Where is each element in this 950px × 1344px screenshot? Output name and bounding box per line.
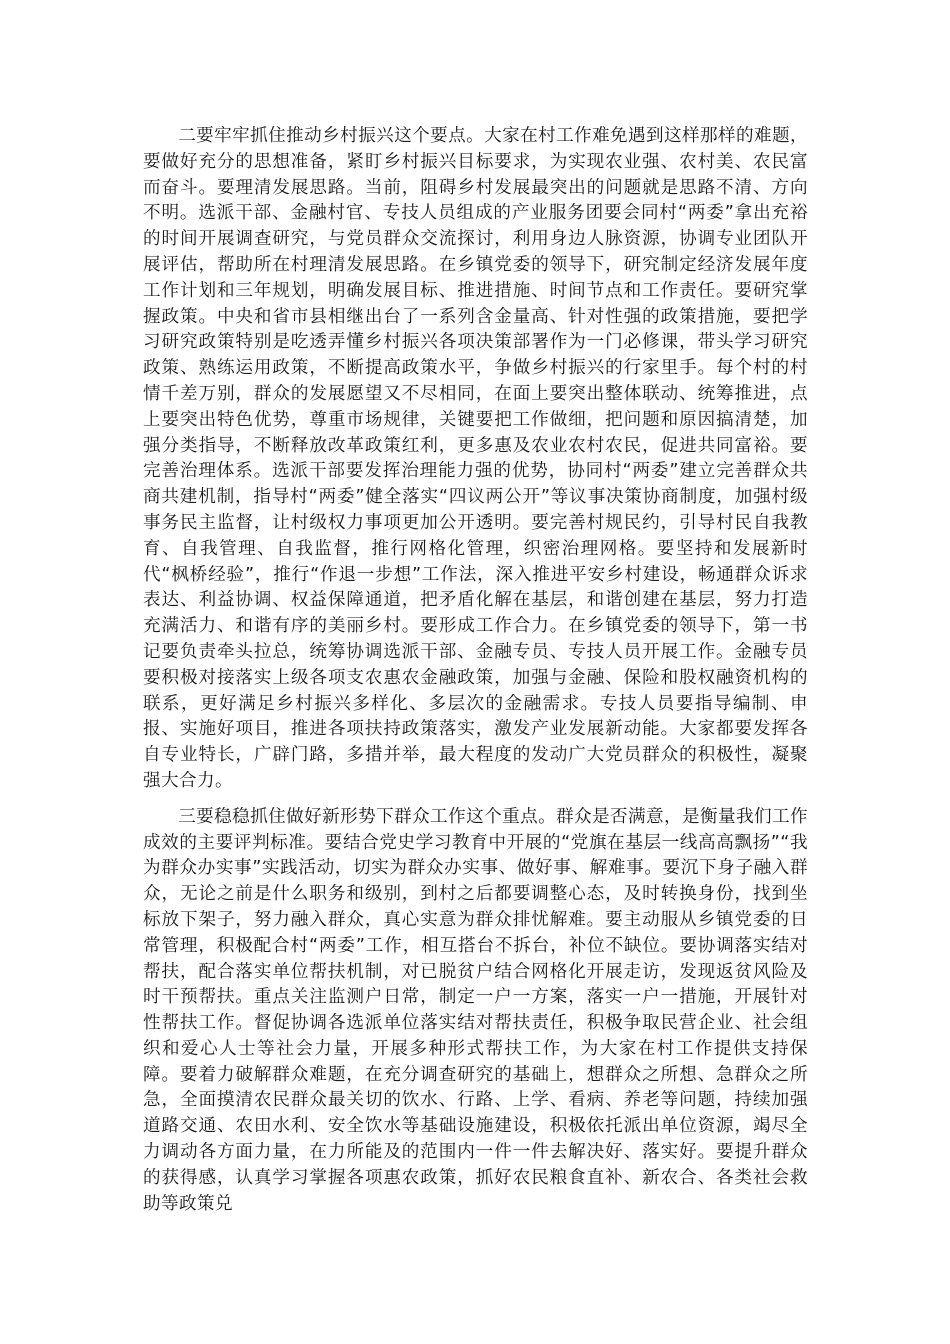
- paragraph-mass-work: 三要稳稳抓住做好新形势下群众工作这个重点。群众是否满意，是衡量我们工作成效的主要评判标准。要结合党史学习教育中开展的“党旗在基层一线高高飘扬”“我为群众办实事”实践活动，切实为群众办实事、做好事、解难事。要沉下身子融入群众，无论之前是什么职务和级别，到村之后都要调整心态，及时转换身份，找到坐标放下架子，努力融入群众，真心实意为群众排忧解难。要主动服从乡镇党委的日常管理，积极配合村“两委”工作，相互搭台不拆台，补位不缺位。要协调落实结对帮扶，配合落实单位帮扶机制，对已脱贫户结合网格化开展走访，发现返贫风险及时干预帮扶。重点关注监测户日常，制定一户一方案，落实一户一措施，开展针对性帮扶工作。督促协调各选派单位落实结对帮扶责任，积极争取民营企业、社会组织和爱心人士等社会力量，开展多种形式帮扶工作，为大家在村工作提供支持保障。要着力破解群众难题，在充分调查研究的基础上，想群众之所想、急群众之所急，全面摸清农民群众最关切的饮水、行路、上学、看病、养老等问题，持续加强道路交通、农田水利、安全饮水等基础设施建设，积极依托派出单位资源，竭尽全力调动各方面力量，在力所能及的范围内一件一件去解决好、落实好。要提升群众的获得感，认真学习掌握各项惠农政策，抓好农民粮食直补、新农合、各类社会救助等政策兑: [143, 806, 808, 1214]
- paragraph-rural-revitalization: 二要牢牢抓住推动乡村振兴这个要点。大家在村工作难免遇到这样那样的难题，要做好充分的思想准备，紧盯乡村振兴目标要求，为实现农业强、农村美、农民富而奋斗。要理清发展思路。当前，阻碍乡村发展最突出的问题就是思路不清、方向不明。选派干部、金融村官、专技人员组成的产业服务团要会同村“两委”拿出充裕的时间开展调查研究，与党员群众交流探讨，利用身边人脉资源，协调专业团队开展评估，帮助所在村理清发展思路。在乡镇党委的领导下，研究制定经济发展年度工作计划和三年规划，明确发展目标、推进措施、时间节点和工作责任。要研究掌握政策。中央和省市县相继出台了一系列含金量高、针对性强的政策措施，要把学习研究政策特别是吃透弄懂乡村振兴各项决策部署作为一门必修课，带头学习研究政策、熟练运用政策，不断提高政策水平，争做乡村振兴的行家里手。每个村的村情千差万别，群众的发展愿望又不尽相同，在面上要突出整体联动、统筹推进，点上要突出特色优势，尊重市场规律，关键要把工作做细，把问题和原因搞清楚，加强分类指导，不断释放改革政策红利，更多惠及农业农村农民，促进共同富裕。要完善治理体系。选派干部要发挥治理能力强的优势，协同村“两委”建立完善群众共商共建机制，指导村“两委”健全落实“四议两公开”等议事决策协商制度，加强村级事务民主监督，让村级权力事项更加公开透明。要完善村规民约，引导村民自我教育、自我管理、自我监督，推行网格化管理，织密治理网格。要坚持和发展新时代“枫桥经验”，推行“作退一步想”工作法，深入推进平安乡村建设，畅通群众诉求表达、利益协调、权益保障通道，把矛盾化解在基层，和谐创建在基层，努力打造充满活力、和谐有序的美丽乡村。要形成工作合力。在乡镇党委的领导下，第一书记要负责牵头拉总，统筹协调选派干部、金融专员、专技人员开展工作。金融专员要积极对接落实上级各项支农惠农金融政策，加强与金融、保险和股权融资机构的联系，更好满足乡村振兴多样化、多层次的金融需求。专技人员要指导编制、申报、实施好项目，推进各项扶持政策落实，激发产业发展新动能。大家都要发挥各自专业特长，广辟门路，多措并举，最大程度的发动广大党员群众的积极性，凝聚强大合力。: [143, 126, 808, 791]
- document-body: [143, 124, 808, 1217]
